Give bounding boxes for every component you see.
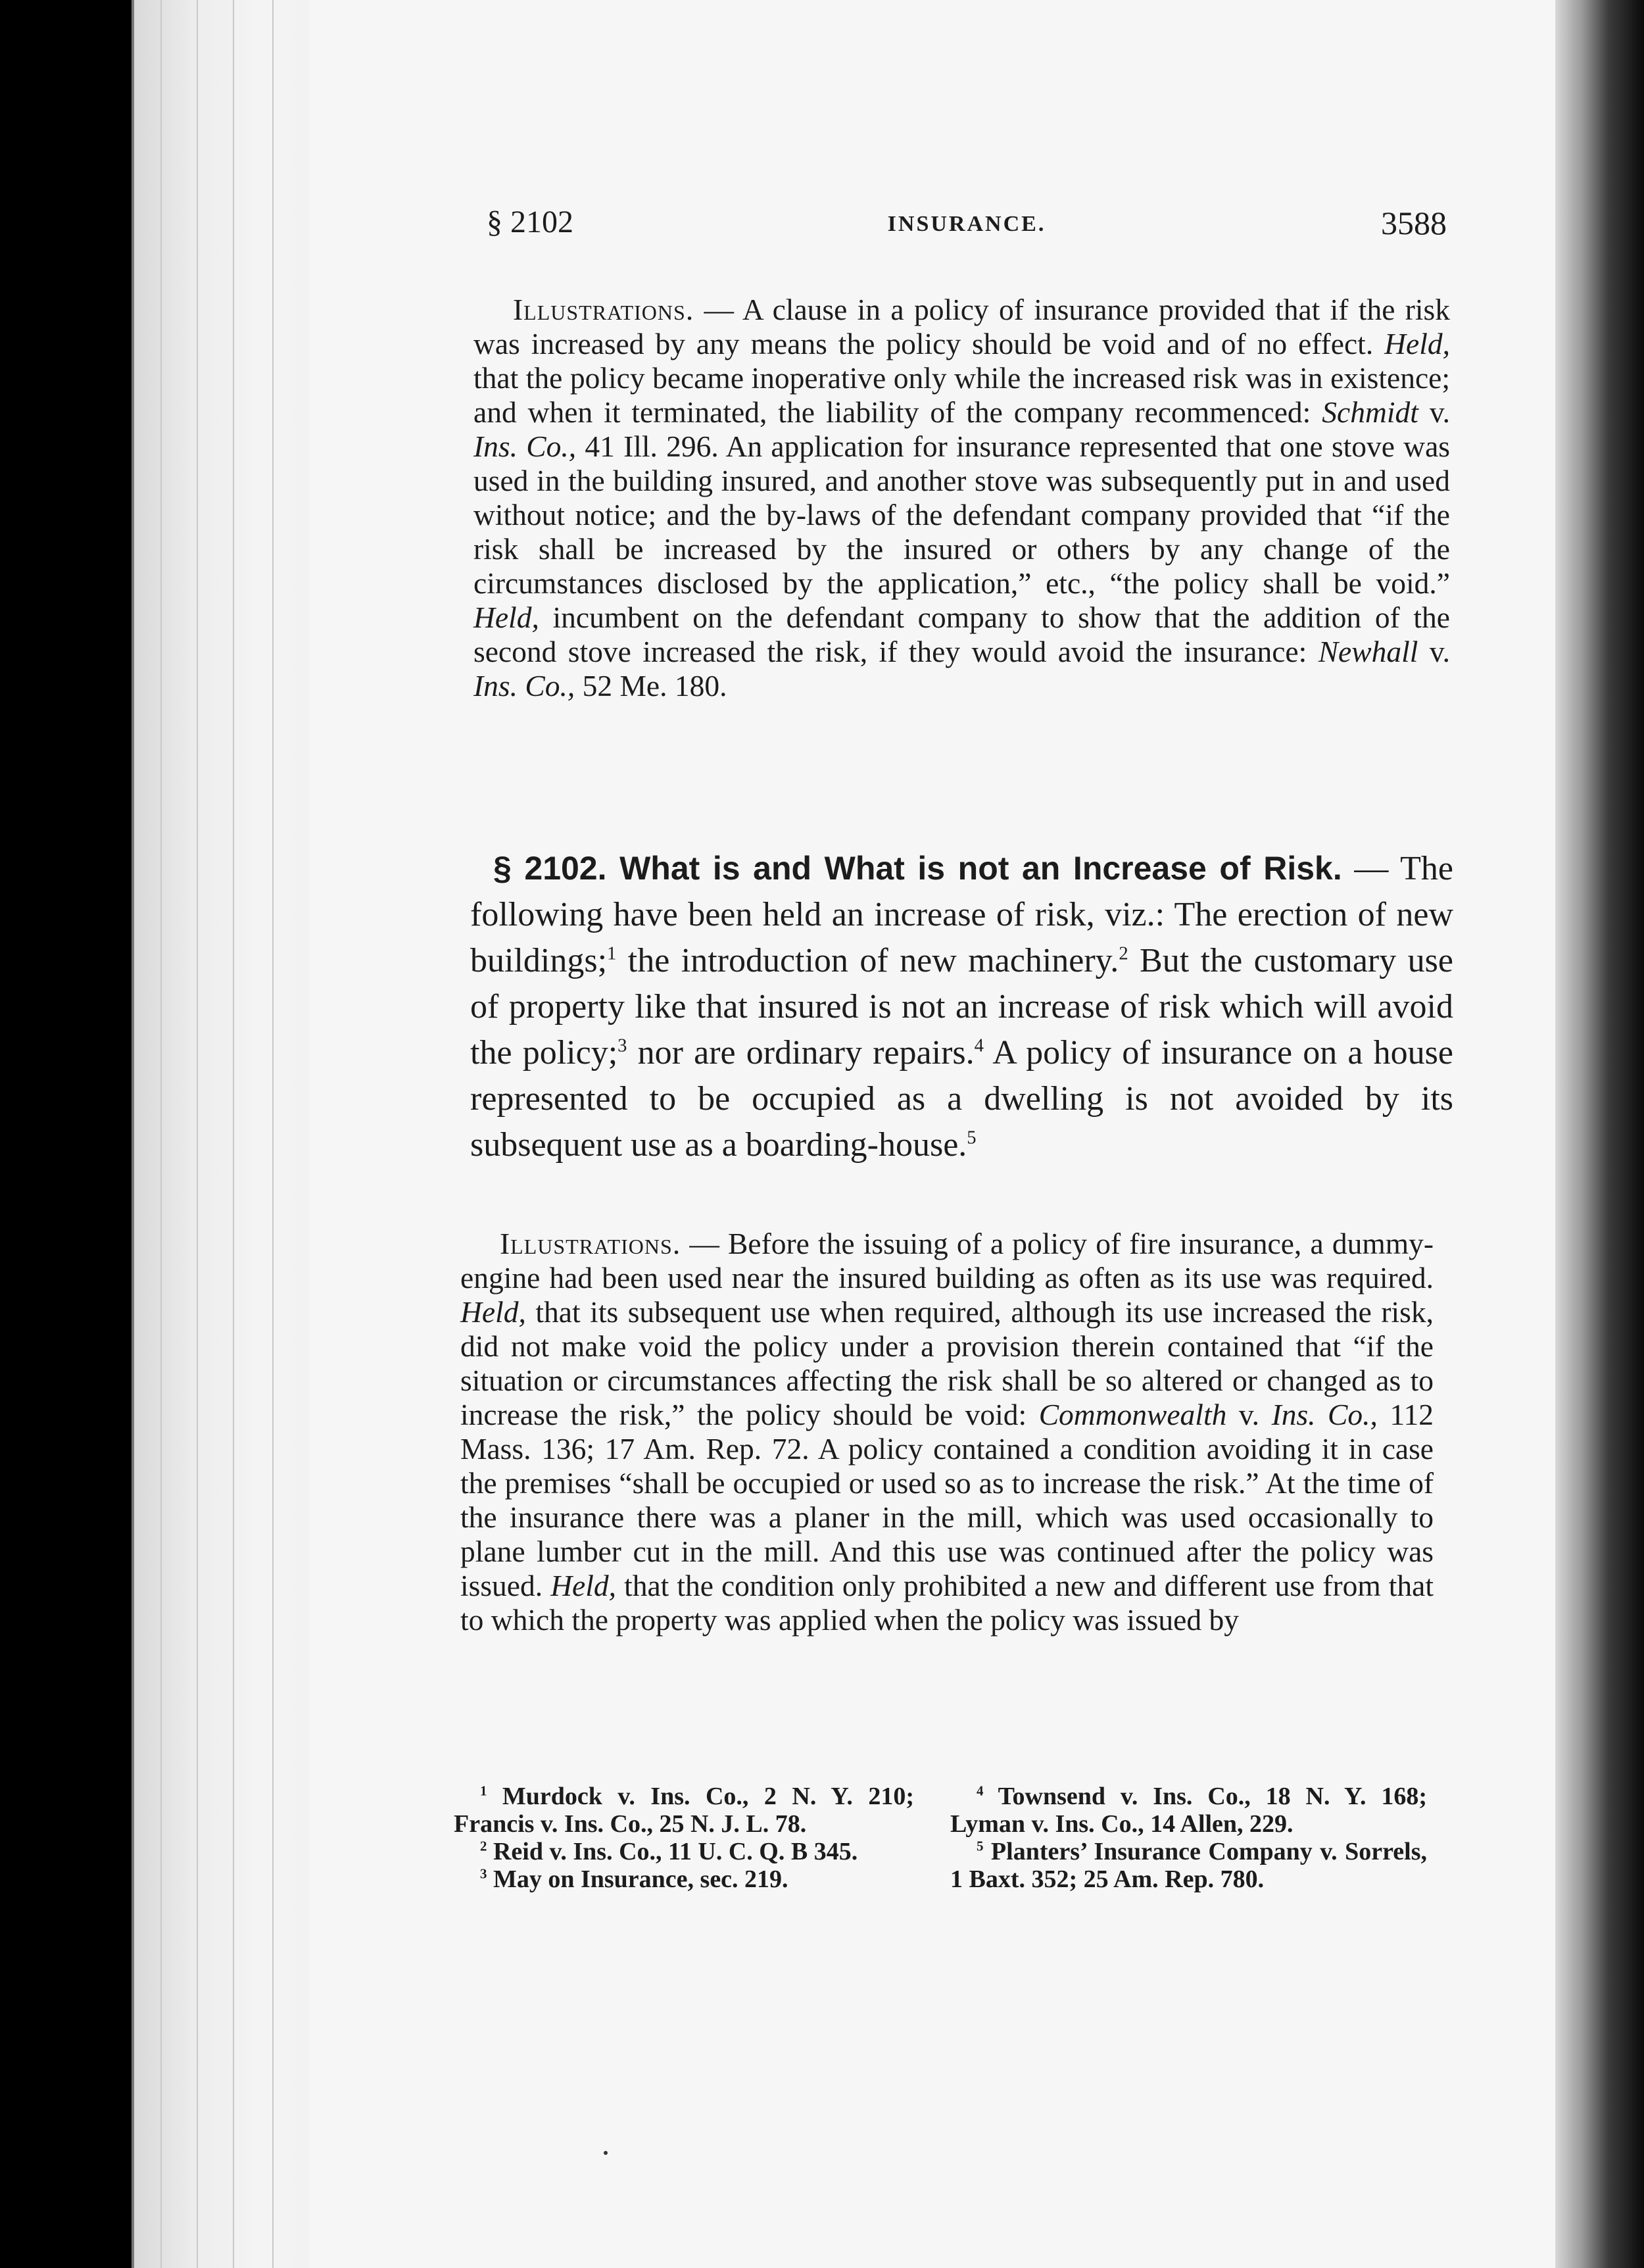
text-run: 112 Mass. 136; 17 Am. Rep. 72. A policy contained a condition avoiding it in case the premises “shall be occupied or used so as to increase the risk.” At the time of the insurance there was a planer in the mill, which was used occasionally to plane lumber cut in the mill. And this use was continued after the policy was issued. <box>460 1398 1434 1602</box>
case-name: Ins. Co., <box>473 669 575 703</box>
footnotes-right-column <box>950 1783 1427 1893</box>
text-run: But the customary use of property like that insured is not an increase of risk which will avoid the policy; <box>470 942 1453 1072</box>
binding-shadow <box>1555 0 1644 2268</box>
case-name: Ins. Co., <box>1271 1398 1378 1431</box>
text-run: — The following have been held an increase of risk, viz.: The erection of new buildings; <box>470 850 1454 979</box>
case-name: Ins. Co., <box>473 430 577 463</box>
text-run: v. <box>1418 395 1450 429</box>
case-name: Schmidt <box>1322 395 1418 429</box>
book-page-edges <box>132 0 312 2268</box>
scan-border-left <box>0 0 132 2268</box>
held-italic: Held, <box>550 1569 617 1602</box>
illustrations-label: Illustrations. <box>500 1227 681 1260</box>
text-run: A policy of insurance on a house represented to be occupied as a dwelling is not avoided by its subsequent use as a boarding-house. <box>470 1034 1453 1164</box>
footnotes-left-column <box>454 1783 914 1893</box>
text-run: — A clause in a policy of insurance provided that if the risk was increased by any means the policy should be void and of no effect. <box>473 293 1450 360</box>
text-run: nor are ordinary repairs. <box>627 1034 975 1072</box>
footnote-mark: 2 <box>480 1838 487 1854</box>
text-run: 52 Me. 180. <box>575 669 727 703</box>
footnote-mark: 5 <box>977 1838 984 1854</box>
illustrations-paragraph-1 <box>473 293 1450 703</box>
held-italic: Held, <box>460 1295 526 1329</box>
text-run: incumbent on the defendant company to show that the addition of the second stove increased the risk, if they would avoid the insurance: <box>473 601 1450 668</box>
footnote-2 <box>454 1838 914 1865</box>
page-number: 3588 <box>1381 205 1447 241</box>
text-run: that the policy became inoperative only while the increased risk was in existence; and when it terminated, the liability of the company recommenced: <box>473 361 1450 429</box>
text-run: — Before the issuing of a policy of fire insurance, a dummy-engine had been used near the insured building as often as its use was required. <box>460 1227 1434 1294</box>
footnote-text: Townsend v. Ins. Co., 18 N. Y. 168; Lyman v. Ins. Co., 14 Allen, 229. <box>950 1783 1427 1838</box>
illustrations-paragraph-2 <box>460 1227 1434 1637</box>
footnote-ref: 3 <box>617 1035 627 1056</box>
header-section: § 2102 <box>487 205 573 239</box>
case-name: Newhall <box>1318 635 1418 668</box>
footnote-text: Reid v. Ins. Co., 11 U. C. Q. B 345. <box>487 1838 858 1865</box>
footnote-ref: 5 <box>967 1127 977 1148</box>
footnote-mark: 1 <box>480 1783 487 1799</box>
text-run: 41 Ill. 296. An application for insurance represented that one stove was used in the building insured, and another stove was subsequently put in and used without notice; and the by-laws of the defendant company provided that “if the risk shall be increased by the insured or others by any change of the circumstances disclosed by the application,” etc., “the policy shall be void.” <box>473 430 1450 600</box>
footnote-4 <box>950 1783 1427 1838</box>
text-run: the introduction of new machinery. <box>616 942 1119 979</box>
held-italic: Held, <box>1384 327 1450 360</box>
ink-speck <box>604 2151 608 2155</box>
section-heading: § 2102. What is and What is not an Increase of Risk. <box>493 850 1342 887</box>
text-run: that the condition only prohibited a new and different use from that to which the property was applied when the policy was issued by <box>460 1569 1434 1637</box>
illustrations-label: Illustrations. <box>513 293 694 326</box>
footnote-mark: 4 <box>977 1783 984 1799</box>
section-2102-paragraph <box>470 845 1453 1168</box>
footnote-text: Planters’ Insurance Company v. Sorrels, 1 Baxt. 352; 25 Am. Rep. 780. <box>950 1838 1427 1893</box>
footnote-ref: 1 <box>607 943 617 964</box>
case-name: Commonwealth <box>1038 1398 1227 1431</box>
header-title: INSURANCE. <box>887 212 1046 236</box>
running-header <box>487 204 1447 257</box>
footnote-text: May on Insurance, sec. 219. <box>487 1865 788 1893</box>
footnote-ref: 4 <box>974 1035 984 1056</box>
footnote-1 <box>454 1783 914 1838</box>
text-run: that its subsequent use when required, although its use increased the risk, did not make void the policy under a provision therein contained that “if the situation or circumstances affecting the risk shall be so altered or changed as to increase the risk,” the policy should be void: <box>460 1295 1434 1431</box>
footnote-ref: 2 <box>1119 943 1128 964</box>
held-italic: Held, <box>473 601 539 634</box>
footnote-5 <box>950 1838 1427 1893</box>
footnote-text: Murdock v. Ins. Co., 2 N. Y. 210; Francis v. Ins. Co., 25 N. J. L. 78. <box>454 1783 914 1838</box>
text-run: v. <box>1226 1398 1272 1431</box>
footnote-3 <box>454 1865 914 1893</box>
footnote-mark: 3 <box>480 1865 487 1882</box>
text-run: v. <box>1418 635 1450 668</box>
